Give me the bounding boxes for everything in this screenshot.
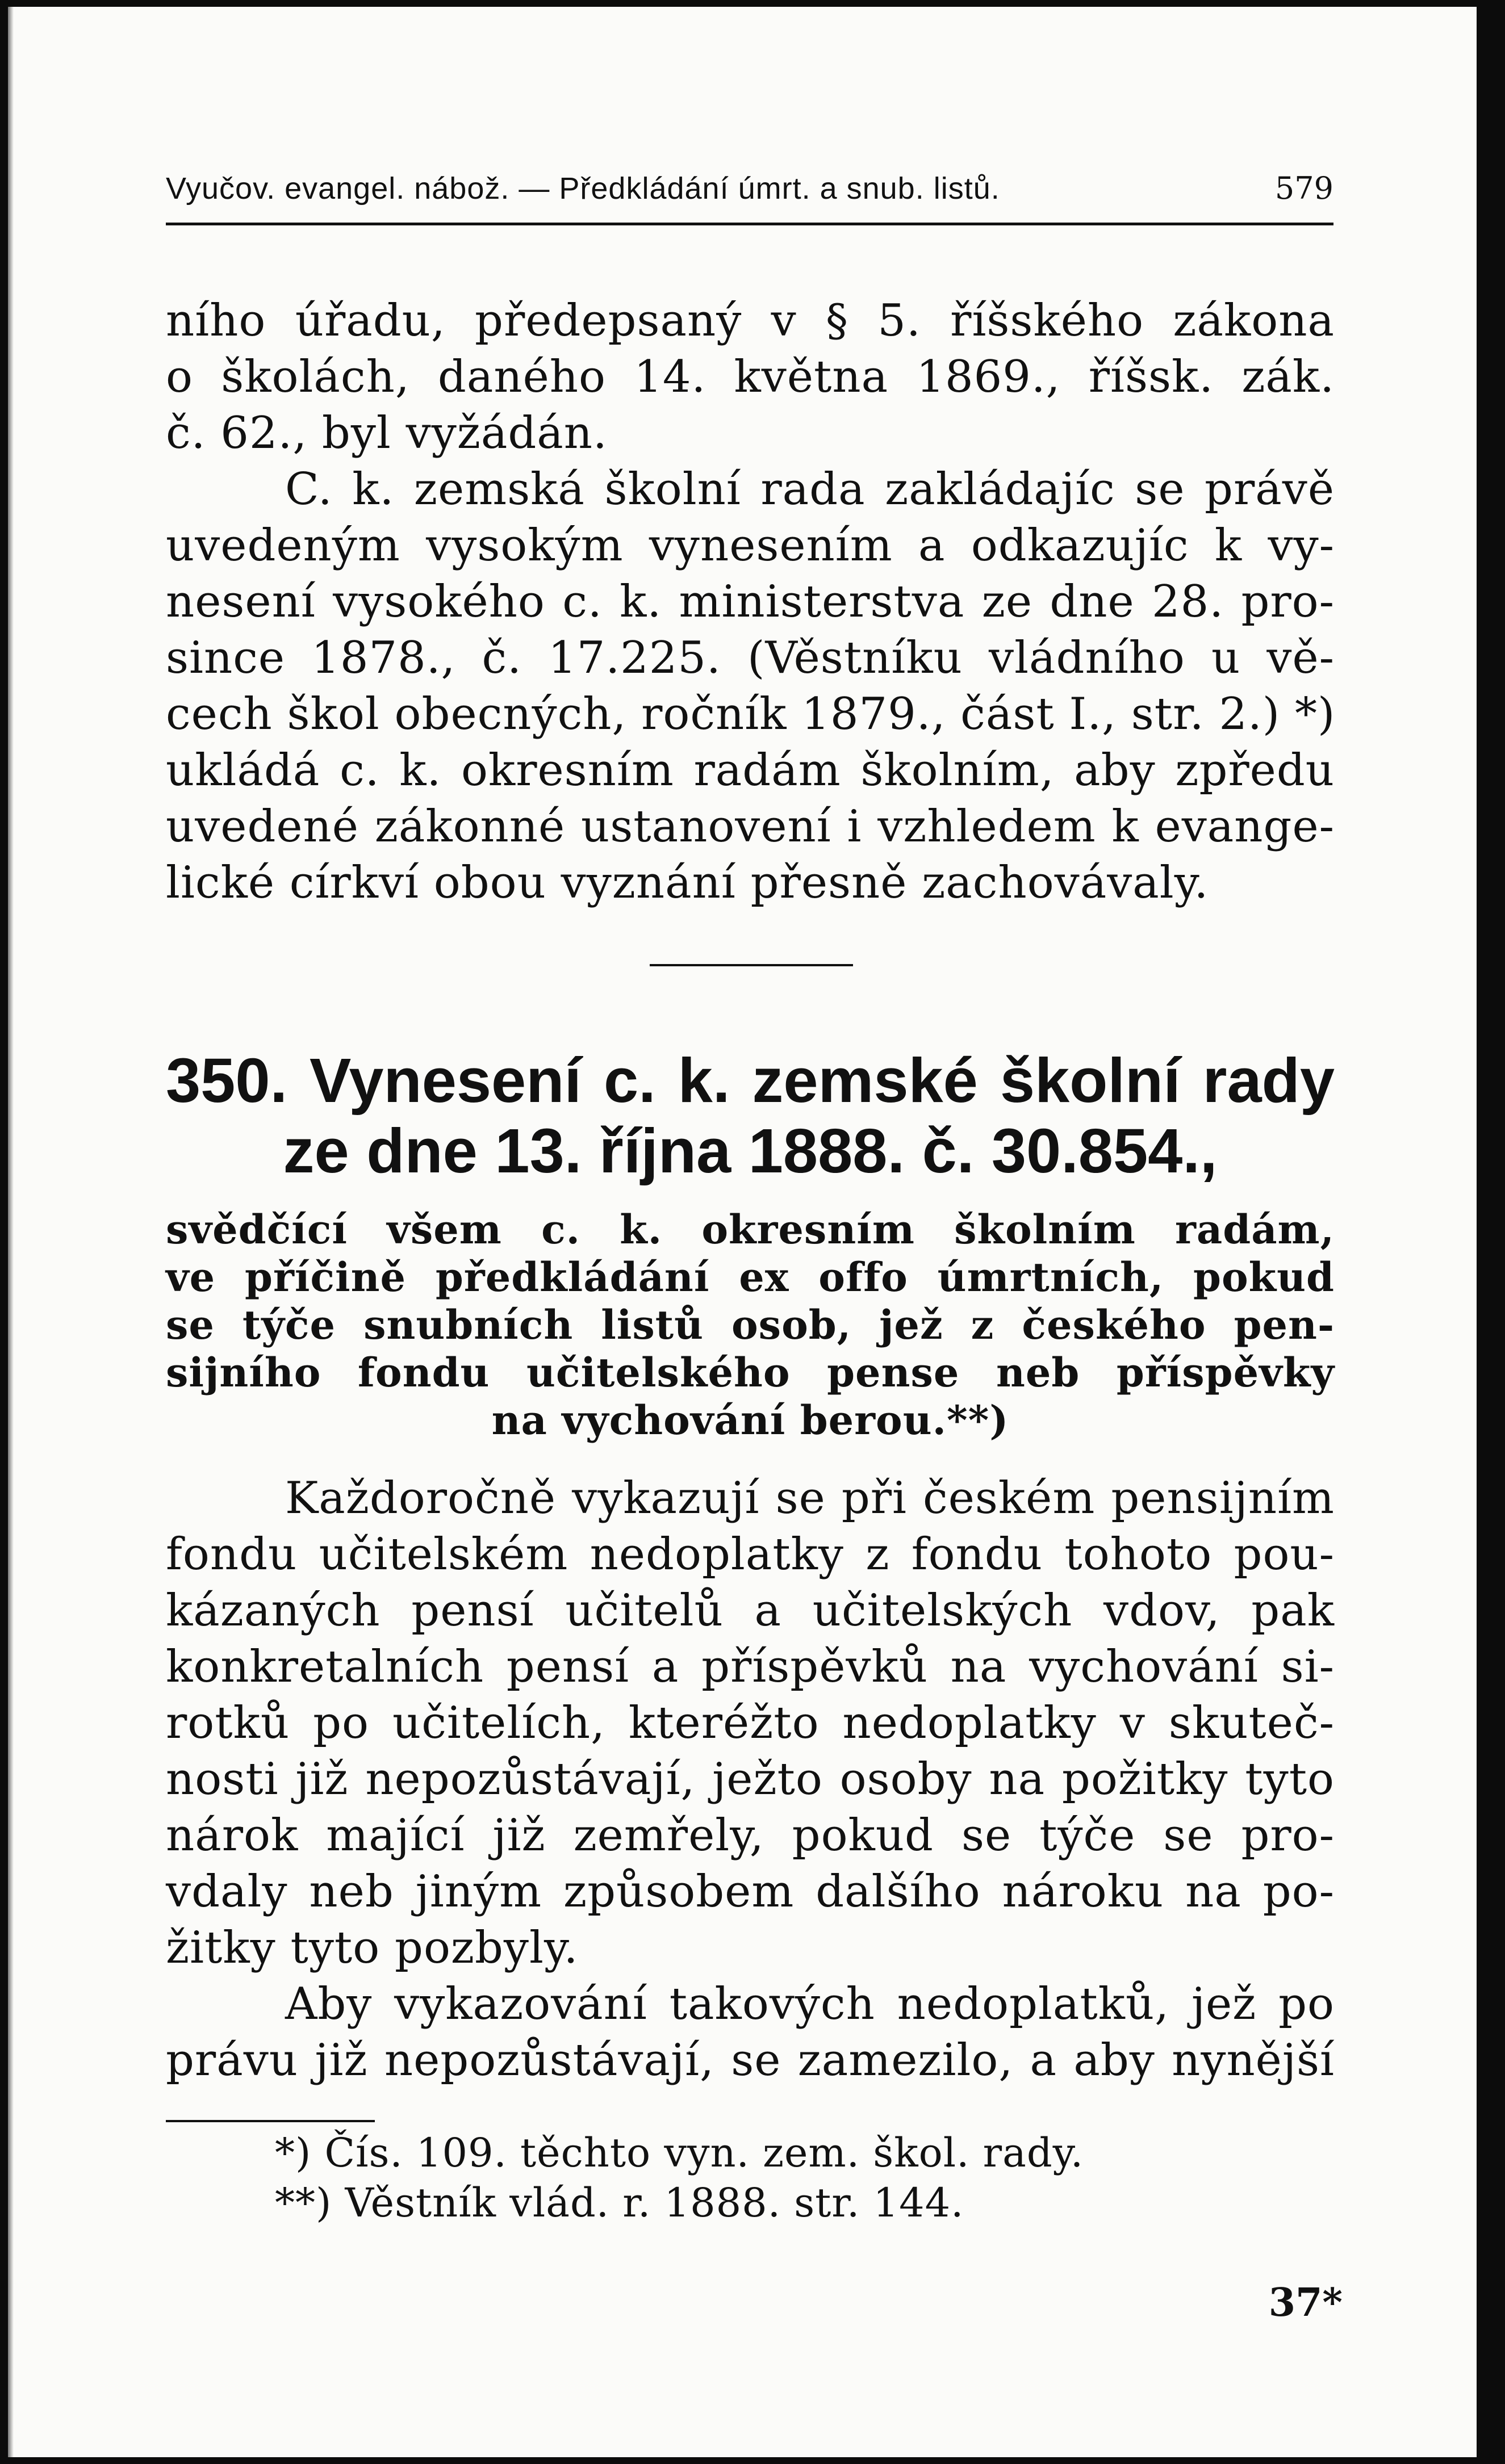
subheading-line: ve příčině předkládání ex offo úmrtních, pokud	[166, 1254, 1335, 1301]
text-line: žitky tyto pozbyly.	[166, 1922, 579, 1973]
subheading-line: se týče snubních listů osob, jež z českého pen-	[166, 1301, 1335, 1348]
footnote: **) Věstník vlád. r. 1888. str. 144.	[275, 2180, 964, 2226]
text-line: o školách, daného 14. května 1869., říšsk. zák.	[166, 351, 1335, 403]
body-text-main	[166, 1470, 1335, 2089]
text-line: kázaných pensí učitelů a učitelských vdov, pak	[166, 1585, 1335, 1636]
printer-signature: 37*	[1268, 2280, 1343, 2325]
text-line: fondu učitelském nedoplatky z fondu tohoto pou-	[166, 1529, 1335, 1580]
text-line: since 1878., č. 17.225. (Věstníku vládního u vě-	[166, 632, 1335, 684]
text-line: ukládá c. k. okresním radám školním, aby zpředu	[166, 745, 1335, 796]
text-line: konkretalních pensí a příspěvků na vychování si-	[166, 1641, 1335, 1692]
text-line: uvedené zákonné ustanovení i vzhledem k evange-	[166, 801, 1335, 852]
footnote: *) Čís. 109. těchto vyn. zem. škol. rady.	[275, 2130, 1084, 2176]
footnotes	[275, 2128, 1240, 2228]
heading-line: 350. Vynesení c. k. zemské školní rady	[166, 1046, 1335, 1116]
running-head: Vyučov. evangel. nábož. — Předkládání úmrt. a snub. listů.	[166, 171, 1000, 206]
book-page	[8, 7, 1477, 2457]
text-line: nosti již nepozůstávají, ježto osoby na požitky tyto	[166, 1754, 1335, 1805]
header-rule	[166, 223, 1333, 225]
text-line: cech škol obecných, ročník 1879., část I., str. 2.) *)	[166, 689, 1336, 740]
text-line: C. k. zemská školní rada zakládajíc se právě	[285, 464, 1335, 515]
text-line: ního úřadu, předepsaný v § 5. říšského zákona	[166, 295, 1335, 346]
running-header	[166, 170, 1333, 207]
subheading-line: svědčící všem c. k. okresním školním radám,	[166, 1206, 1335, 1253]
section-separator	[650, 964, 853, 966]
subheading-line: na vychování berou.**)	[491, 1397, 1009, 1444]
text-line: právu již nepozůstávají, se zamezilo, a aby nynější	[166, 2035, 1335, 2086]
page-edge-shadow	[8, 7, 14, 2457]
section-heading	[166, 1046, 1335, 1187]
text-line: č. 62., byl vyžádán.	[166, 408, 608, 459]
text-line: rotků po učitelích, kteréžto nedoplatky v skuteč-	[166, 1698, 1335, 1749]
body-text-top	[166, 293, 1335, 911]
page-number: 579	[1274, 170, 1333, 206]
text-line: Každoročně vykazují se při českém pensijním	[285, 1473, 1335, 1524]
text-line: uvedeným vysokým vynesením a odkazujíc k vy-	[166, 520, 1335, 571]
text-line: Aby vykazování takových nedoplatků, jež po	[285, 1979, 1335, 2030]
text-line: lické církví obou vyznání přesně zachovávaly.	[166, 857, 1209, 908]
section-subheading	[166, 1206, 1335, 1444]
text-line: nesení vysokého c. k. ministerstva ze dne 28. pro-	[166, 576, 1335, 627]
text-line: vdaly neb jiným způsobem dalšího nároku na po-	[166, 1866, 1335, 1917]
subheading-line: sijního fondu učitelského pense neb příspěvky	[166, 1349, 1335, 1396]
footnote-rule	[166, 2120, 375, 2122]
text-line: nárok mající již zemřely, pokud se týče se pro-	[166, 1810, 1335, 1861]
heading-line: ze dne 13. října 1888. č. 30.854.,	[283, 1116, 1218, 1186]
